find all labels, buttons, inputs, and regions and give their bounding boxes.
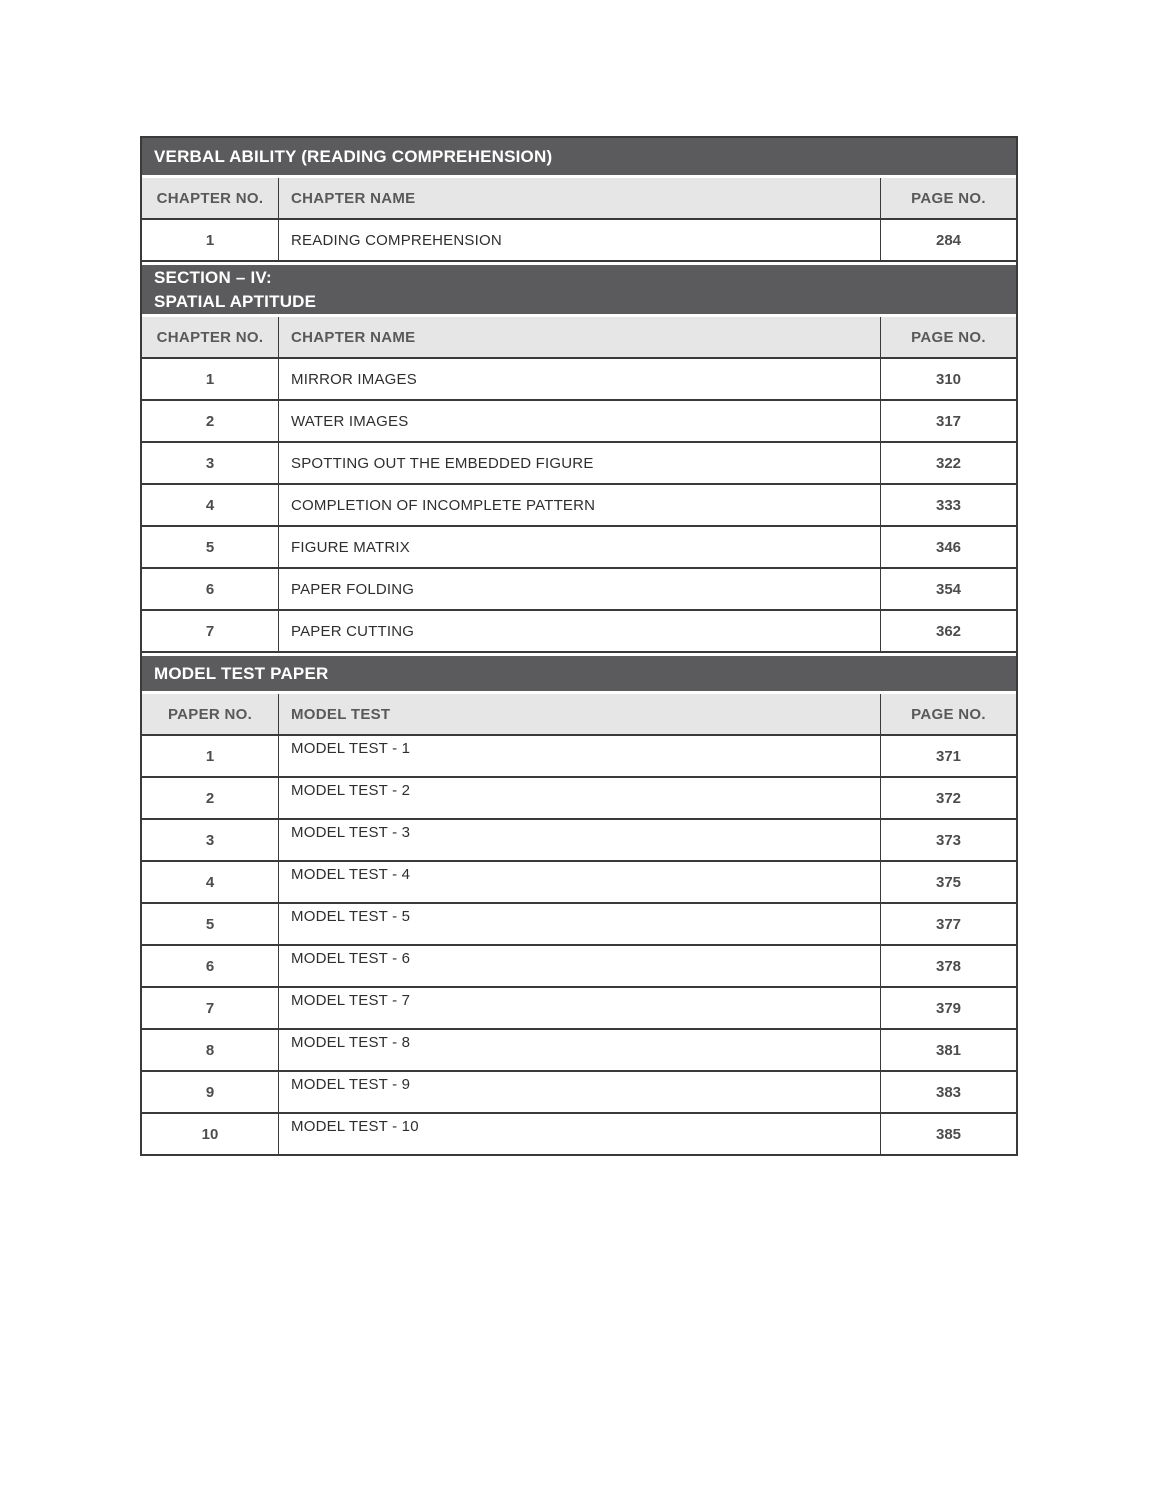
row-name-cell: MIRROR IMAGES xyxy=(279,359,881,399)
row-page-cell: 385 xyxy=(935,1125,962,1143)
row-page-cell: 317 xyxy=(935,412,962,430)
row-page-cell: 284 xyxy=(935,231,962,249)
row-page-cell: 375 xyxy=(935,873,962,891)
table-row xyxy=(142,1114,1016,1154)
table-row xyxy=(142,862,1016,904)
table-row xyxy=(142,569,1016,611)
section-band-title: SECTION – IV: xyxy=(154,267,272,287)
row-page-cell: 381 xyxy=(935,1041,962,1059)
row-name-cell: PAPER FOLDING xyxy=(279,569,881,609)
column-header-no: PAPER NO. xyxy=(142,694,279,734)
table-row xyxy=(142,527,1016,569)
column-header-no: CHAPTER NO. xyxy=(142,178,279,218)
table-row xyxy=(142,820,1016,862)
row-number-cell: 2 xyxy=(142,778,279,818)
row-name-cell: MODEL TEST - 10 xyxy=(279,1114,881,1154)
table-row xyxy=(142,946,1016,988)
section-band xyxy=(142,653,1016,694)
row-page-cell: 322 xyxy=(935,454,962,472)
table-row xyxy=(142,220,1016,262)
row-number-cell: 7 xyxy=(142,611,279,651)
table-row xyxy=(142,359,1016,401)
column-header-name: MODEL TEST xyxy=(279,694,881,734)
column-header-no: CHAPTER NO. xyxy=(142,317,279,357)
row-number-cell: 5 xyxy=(142,904,279,944)
table-row xyxy=(142,736,1016,778)
row-name-cell: SPOTTING OUT THE EMBEDDED FIGURE xyxy=(279,443,881,483)
column-header-row xyxy=(142,317,1016,359)
row-page-cell: 354 xyxy=(935,580,962,598)
row-number-cell: 4 xyxy=(142,862,279,902)
table-row xyxy=(142,1030,1016,1072)
row-page-cell: 346 xyxy=(935,538,962,556)
table-row xyxy=(142,485,1016,527)
column-header-row xyxy=(142,178,1016,220)
row-page-cell: 378 xyxy=(935,957,962,975)
row-page-cell: 333 xyxy=(935,496,962,514)
row-number-cell: 5 xyxy=(142,527,279,567)
column-header-row xyxy=(142,694,1016,736)
table-row xyxy=(142,443,1016,485)
table-row xyxy=(142,401,1016,443)
row-name-cell: MODEL TEST - 5 xyxy=(279,904,881,944)
row-number-cell: 3 xyxy=(142,443,279,483)
section-band-title: VERBAL ABILITY (READING COMPREHENSION) xyxy=(154,146,553,166)
table-row xyxy=(142,778,1016,820)
row-name-cell: PAPER CUTTING xyxy=(279,611,881,651)
row-name-cell: FIGURE MATRIX xyxy=(279,527,881,567)
table-of-contents xyxy=(140,136,1018,1156)
column-header-page: PAGE NO. xyxy=(911,705,986,723)
section-band xyxy=(142,138,1016,178)
row-number-cell: 6 xyxy=(142,569,279,609)
section-band-title: SPATIAL APTITUDE xyxy=(154,291,317,311)
table-row xyxy=(142,988,1016,1030)
row-page-cell: 310 xyxy=(935,370,962,388)
row-number-cell: 2 xyxy=(142,401,279,441)
row-name-cell: MODEL TEST - 3 xyxy=(279,820,881,860)
row-name-cell: COMPLETION OF INCOMPLETE PATTERN xyxy=(279,485,881,525)
row-page-cell: 379 xyxy=(935,999,962,1017)
table-row xyxy=(142,904,1016,946)
column-header-name: CHAPTER NAME xyxy=(279,317,881,357)
column-header-page: PAGE NO. xyxy=(911,189,986,207)
row-page-cell: 362 xyxy=(935,622,962,640)
row-name-cell: MODEL TEST - 1 xyxy=(279,736,881,776)
row-number-cell: 6 xyxy=(142,946,279,986)
table-row xyxy=(142,1072,1016,1114)
row-number-cell: 1 xyxy=(142,359,279,399)
row-name-cell: MODEL TEST - 9 xyxy=(279,1072,881,1112)
column-header-page: PAGE NO. xyxy=(911,328,986,346)
row-page-cell: 383 xyxy=(935,1083,962,1101)
row-number-cell: 4 xyxy=(142,485,279,525)
row-page-cell: 373 xyxy=(935,831,962,849)
row-number-cell: 8 xyxy=(142,1030,279,1070)
row-name-cell: MODEL TEST - 6 xyxy=(279,946,881,986)
row-number-cell: 7 xyxy=(142,988,279,1028)
row-page-cell: 377 xyxy=(935,915,962,933)
row-number-cell: 1 xyxy=(142,220,279,260)
row-name-cell: MODEL TEST - 2 xyxy=(279,778,881,818)
row-name-cell: READING COMPREHENSION xyxy=(279,220,881,260)
section-band xyxy=(142,262,1016,317)
row-name-cell: WATER IMAGES xyxy=(279,401,881,441)
row-name-cell: MODEL TEST - 4 xyxy=(279,862,881,902)
row-page-cell: 371 xyxy=(935,747,962,765)
row-name-cell: MODEL TEST - 7 xyxy=(279,988,881,1028)
row-number-cell: 3 xyxy=(142,820,279,860)
row-name-cell: MODEL TEST - 8 xyxy=(279,1030,881,1070)
row-number-cell: 9 xyxy=(142,1072,279,1112)
table-row xyxy=(142,611,1016,653)
row-number-cell: 1 xyxy=(142,736,279,776)
row-number-cell: 10 xyxy=(142,1114,279,1154)
column-header-name: CHAPTER NAME xyxy=(279,178,881,218)
row-page-cell: 372 xyxy=(935,789,962,807)
section-band-title: MODEL TEST PAPER xyxy=(154,663,329,683)
